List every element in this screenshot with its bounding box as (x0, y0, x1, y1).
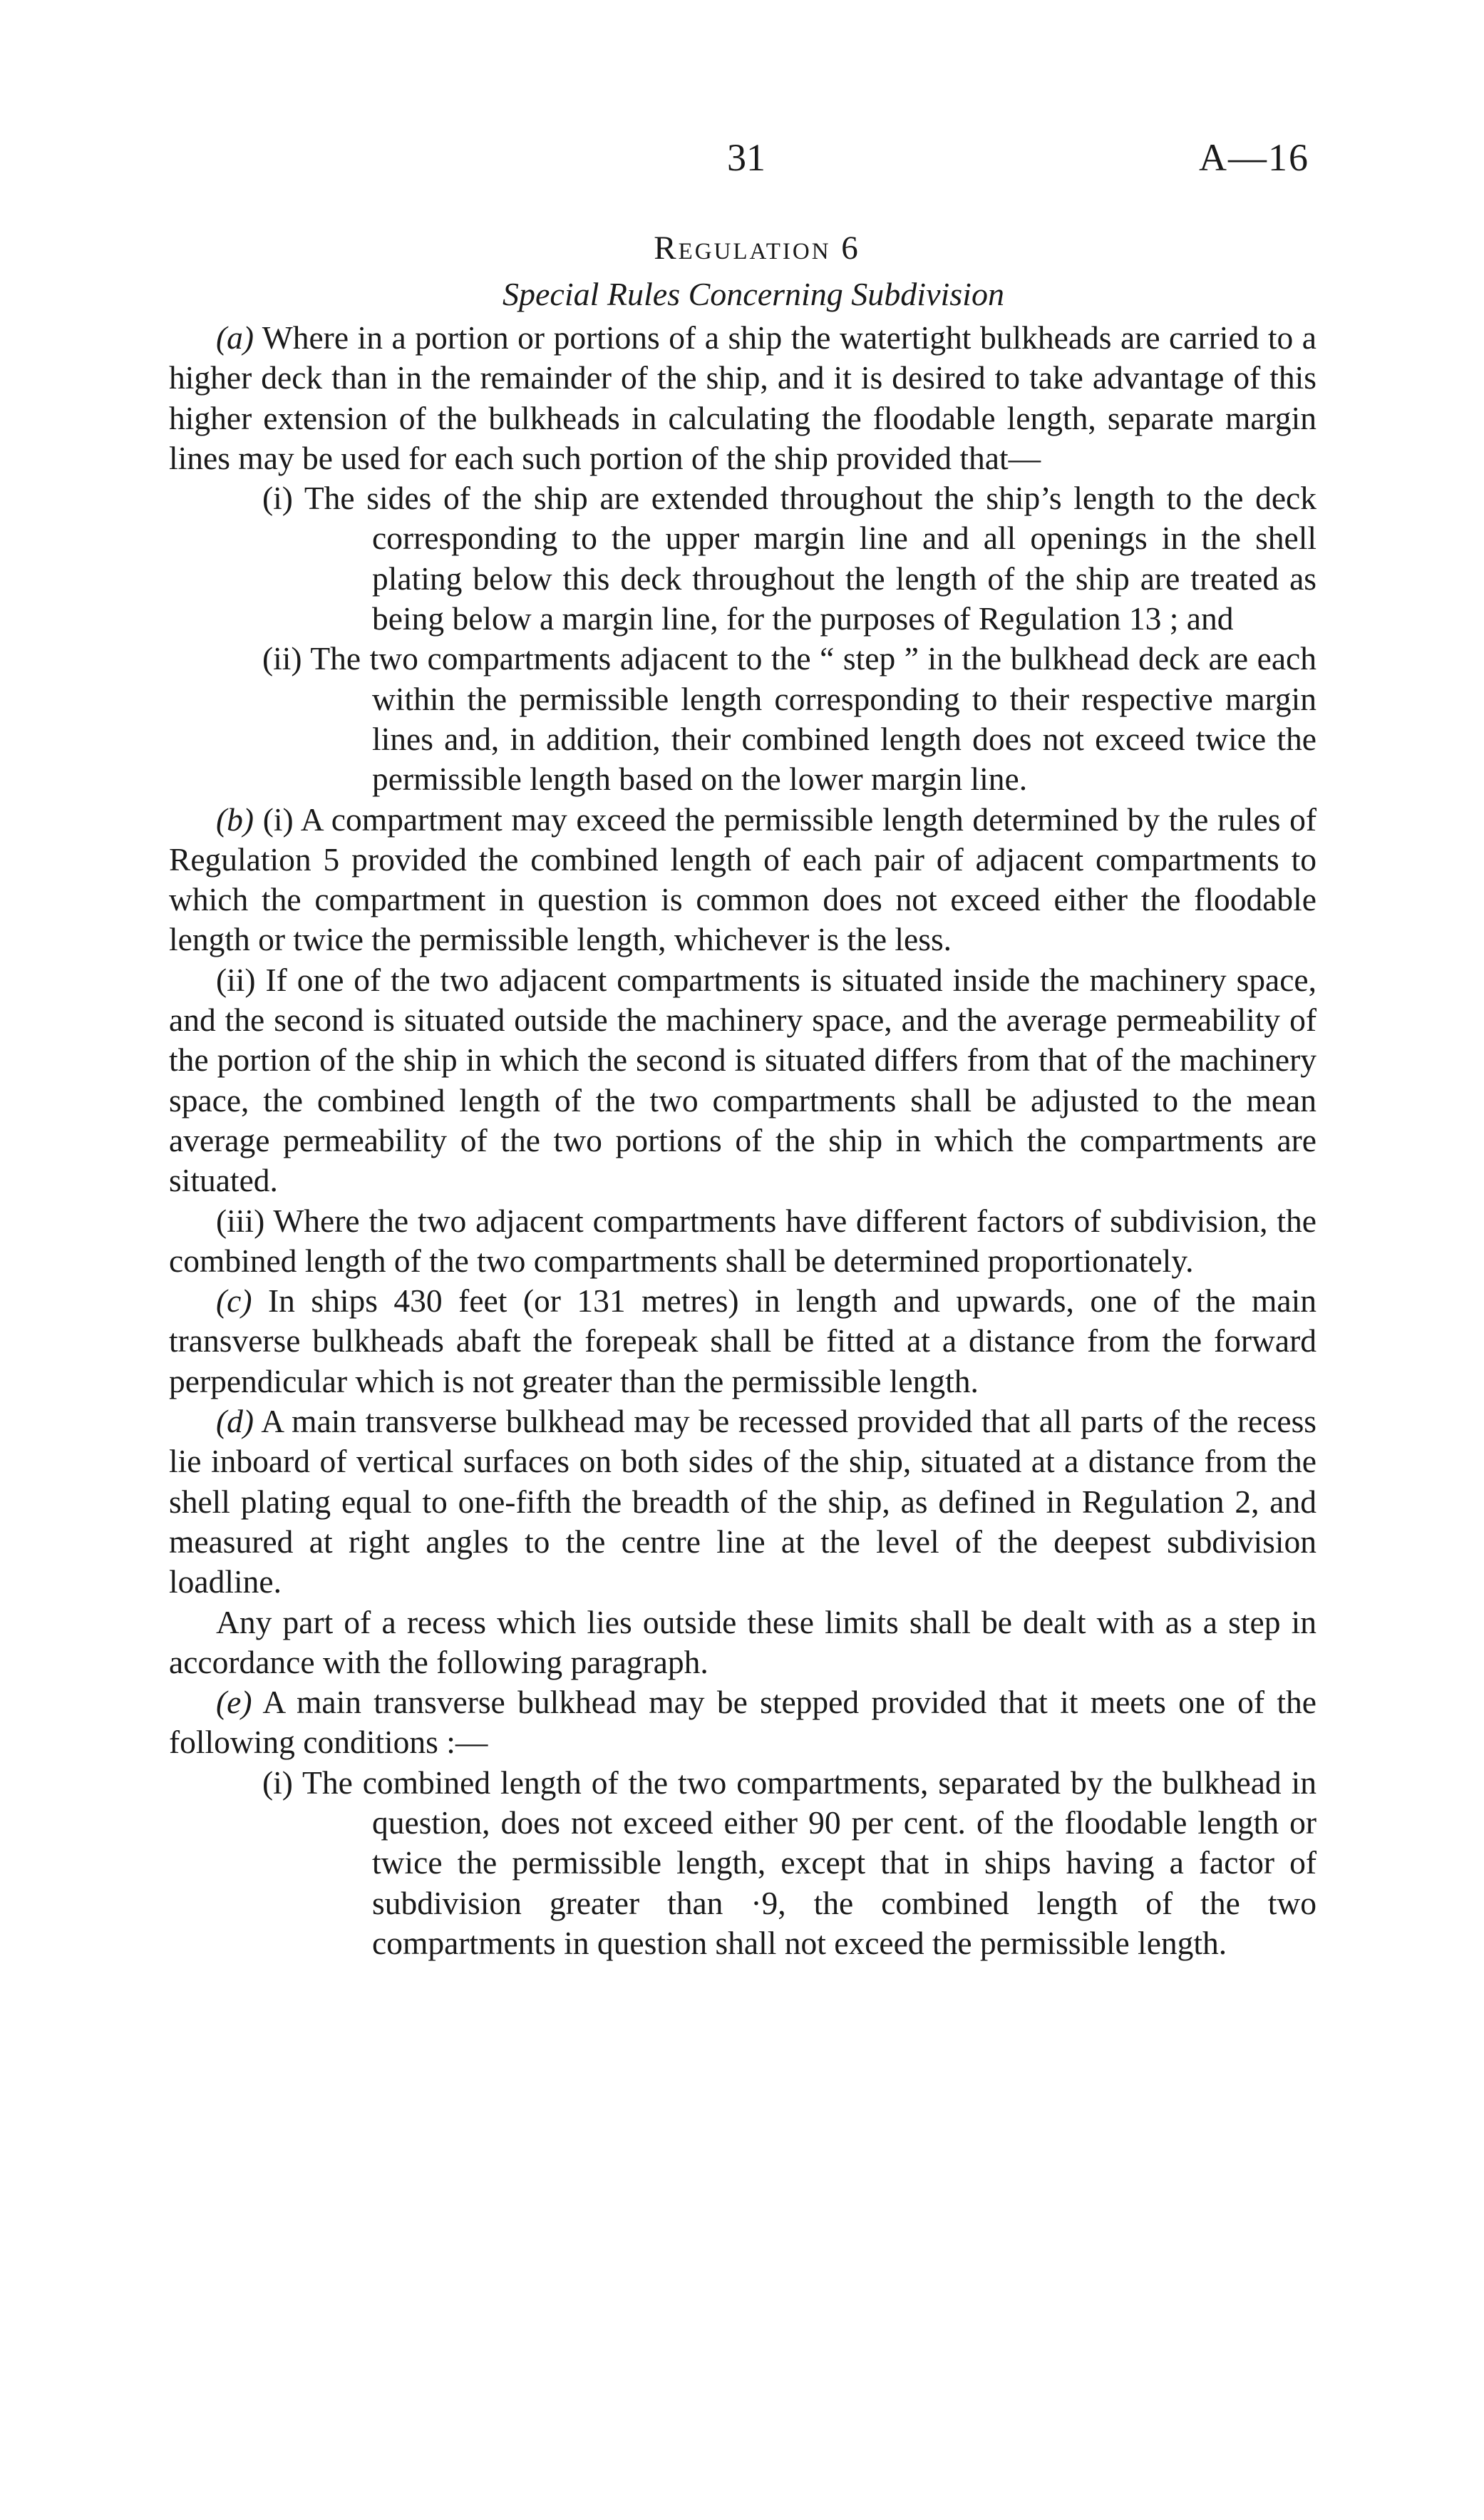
regulation-heading: Regulation 6 (654, 230, 860, 267)
regulation-subtitle: Special Rules Concerning Subdivision (503, 276, 1004, 312)
paragraph-label: (b) (216, 801, 254, 838)
paragraph-text: A main transverse bulkhead may be recessed provided that all parts of the recess lie inboard of vertical surfaces on both sides of the ship, situated at a distance from the shell plating equal to one-fifth the breadth of the ship, as defined in Regulation 2, and measured at right angles to the centre line at the level of the deepest subdivision loadline. (169, 1403, 1316, 1600)
paragraph-label: (a) (216, 319, 254, 356)
paragraph-text: In ships 430 feet (or 131 metres) in length and upwards, one of the main transverse bulkheads abaft the forepeak shall be fitted at a distance from the forward perpendicular which is not greater than the permissible length. (169, 1282, 1316, 1399)
paragraph-label: (e) (216, 1684, 252, 1721)
paragraph-label: (c) (216, 1282, 252, 1320)
paragraph-label: (d) (216, 1403, 254, 1440)
paragraph-d (169, 1402, 1316, 1602)
paragraph-c (169, 1281, 1316, 1402)
paragraph-e (169, 1682, 1316, 1763)
paragraph-b (169, 800, 1316, 960)
subparagraph-e-i: (i) The combined length of the two compartments, separated by the bulkhead in question, does not exceed either 90 per cent. of the floodable length or twice the permissible length, except that in ships having a factor of subdivision greater than ·9, the combined length of the two compartments in question shall not exceed the permissible length. (262, 1764, 1316, 1961)
document-code: A—16 (1199, 136, 1309, 179)
paragraph-b-iii: (iii) Where the two adjacent compartments have different factors of subdivision, the combined length of the two compartments shall be determined proportionately. (169, 1202, 1316, 1279)
paragraph-text: Where in a portion or portions of a ship the watertight bulkheads are carried to a higher deck than in the remainder of the ship, and it is desired to take advantage of this higher extension of the bulkheads in calculating the floodable length, separate margin lines may be used for each such portion of the ship provided that— (169, 319, 1316, 476)
page-number: 31 (727, 136, 766, 179)
regulation-body (169, 227, 1316, 1963)
subparagraph-a-i: (i) The sides of the ship are extended throughout the ship’s length to the deck corresponding to the upper margin line and all openings in the shell plating below this deck throughout the length of the ship are treated as being below a margin line, for the purposes of Regulation 13 ; and (262, 480, 1316, 637)
paragraph-b-ii: (ii) If one of the two adjacent compartments is situated inside the machinery space, and the second is situated outside the machinery space, and the average permeability of the portion of the ship in which the second is situated differs from that of the machinery space, the combined length of the two compartments shall be adjusted to the mean average permeability of the two portions of the ship in which the compartments are situated. (169, 961, 1316, 1199)
subparagraph-a-ii: (ii) The two compartments adjacent to the “ step ” in the bulkhead deck are each within the permissible length corresponding to their respective margin lines and, in addition, their combined length does not exceed twice the permissible length based on the lower margin line. (262, 640, 1316, 798)
paragraph-text: (i) A compartment may exceed the permissible length determined by the rules of Regulation 5 provided the combined length of each pair of adjacent compartments to which the compartment in question is common does not exceed either the floodable length or twice the permissible length, whichever is the less. (169, 801, 1316, 958)
paragraph-text: A main transverse bulkhead may be stepped provided that it meets one of the following conditions :— (169, 1684, 1316, 1761)
paragraph-a (169, 318, 1316, 478)
paragraph-d-recess: Any part of a recess which lies outside these limits shall be dealt with as a step in accordance with the following paragraph. (169, 1603, 1316, 1680)
page-header (0, 135, 1484, 185)
